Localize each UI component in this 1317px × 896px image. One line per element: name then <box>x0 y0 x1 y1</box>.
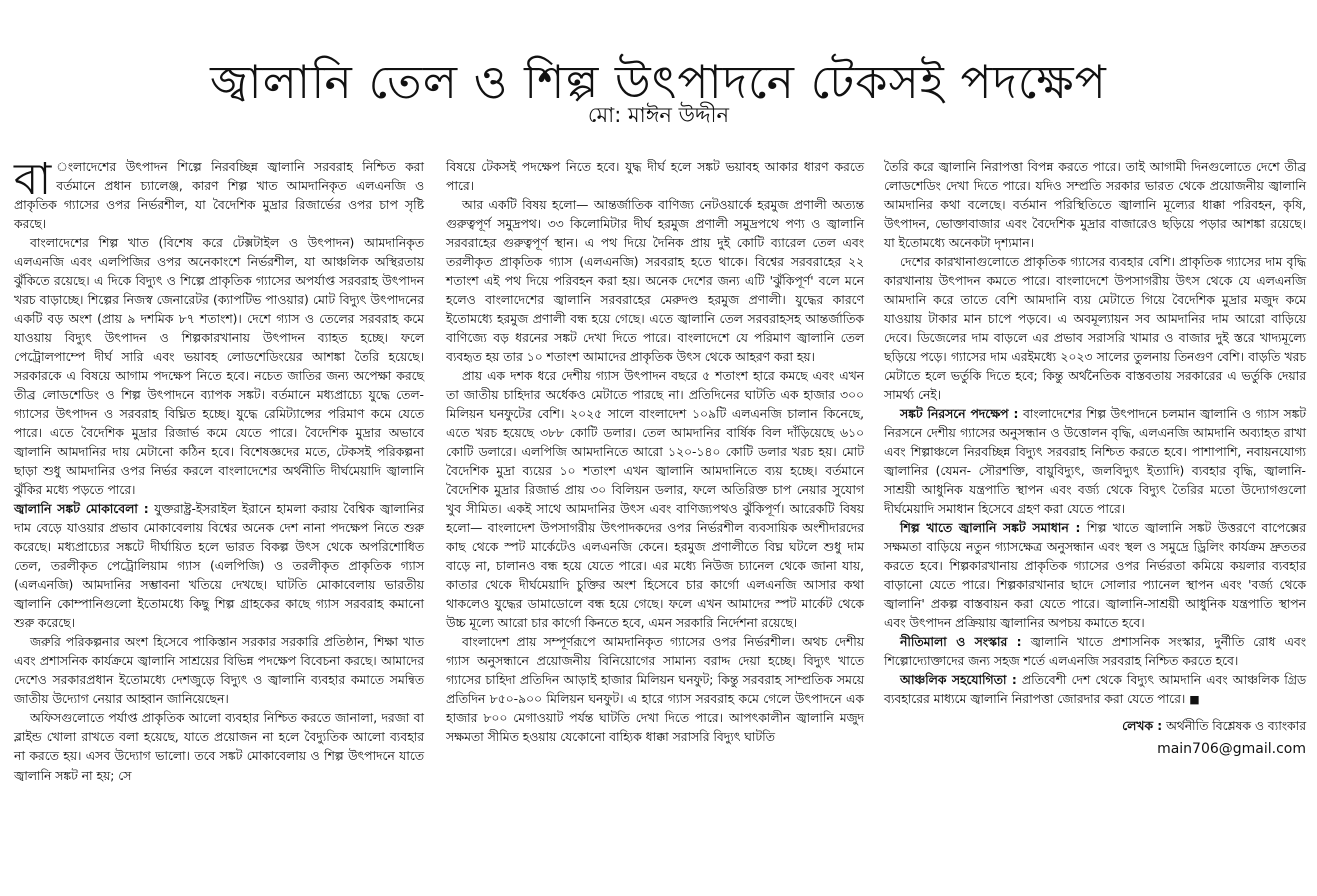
paragraph-text: ংলাদেশের উৎপাদন শিল্পে নিরবচ্ছিন্ন জ্বালানি সরবরাহ নিশ্চিত করা বর্তমানে প্রধান চ্যালেঞ্জ, কারণ শিল্প খাত আমদানিকৃত এলএনজি ও প্রাকৃতিক গ্যাসের ওপর নির্ভরশীল, যা বৈদেশিক মুদ্রার রিজার্ভের ওপর চাপ সৃষ্টি করছে। <box>14 160 424 232</box>
article-column-2 <box>446 158 864 747</box>
article-column-1 <box>14 154 424 786</box>
paragraph: বাংলাদেশ প্রায় সম্পূর্ণরূপে আমদানিকৃত গ্যাসের ওপর নির্ভরশীল। অথচ দেশীয় গ্যাস অনুসন্ধানে প্রয়োজনীয় বিনিয়োগের সামান্য বরাদ্দ দেয়া হচ্ছে। বিদ্যুৎ খাতে গ্যাসের চাহিদা প্রতিদিন আড়াই হাজার মিলিয়ন ঘনফুট; কিন্তু সরবরাহ সাম্প্রতিক সময়ে প্রতিদিন ৮৫০-৯০০ মিলিয়ন ঘনফুট। এ হারে গ্যাস সরবরাহ কমে গেলে উৎপাদনে এক হাজার ৮০০ মেগাওয়াট পর্যন্ত ঘাটতি দেখা দিতে পারে। আপৎকালীন জ্বালানি মজুদ সক্ষমতা সীমিত হওয়ায় যেকোনো বাহ্যিক ধাক্কা সরাসরি বিদ্যুৎ ঘাটতি <box>446 635 864 745</box>
paragraph-text: জ্বালানি খাতে প্রশাসনিক সংস্কার, দুর্নীতি রোধ এবং শিল্পোদ্যোক্তাদের জন্য সহজ শর্তে এলএনজি সরবরাহ নিশ্চিত করতে হবে। <box>884 635 1306 669</box>
author-byline: মো: মাঈন উদ্দীন <box>587 103 730 127</box>
paragraph-text: বাংলাদেশের শিল্প উৎপাদনে চলমান জ্বালানি ও গ্যাস সঙ্কট নিরসনে দেশীয় গ্যাসের অনুসন্ধান ও উত্তোলন বৃদ্ধি, এলএনজি আমদানি অব্যাহত রাখা এবং শিল্পাঞ্চলে নিরবচ্ছিন্ন বিদ্যুৎ সরবরাহ নিশ্চিত করতে হবে। পাশাপাশি, নবায়নযোগ্য জ্বালানির (যেমন- সৌরশক্তি, বায়ুবিদ্যুৎ, জলবিদ্যুৎ ইত্যাদি) ব্যবহার বৃদ্ধি, জ্বালানি-সাশ্রয়ী আধুনিক যন্ত্রপাতি স্থাপন এবং বর্জ্য থেকে বিদ্যুৎ তৈরির মতো উদ্যোগগুলো দীর্ঘমেয়াদি সমাধান হিসেবে গ্রহণ করা যেতে পারে। <box>884 407 1306 517</box>
paragraph: জরুরি পরিকল্পনার অংশ হিসেবে পাকিস্তান সরকার সরকারি প্রতিষ্ঠান, শিক্ষা খাত এবং প্রশাসনিক কার্যক্রমে জ্বালানি সাশ্রয়ের বিভিন্ন পদক্ষেপ বিবেচনা করছে। আমাদের দেশেও সরকারপ্রধান ইতোমধ্যে দেশজুড়ে বিদ্যুৎ ও জ্বালানি ব্যবহার কমাতে সমন্বিত জাতীয় উদ্যোগ নেয়ার আহ্বান জানিয়েছেন। <box>14 635 424 707</box>
paragraph <box>14 154 424 234</box>
paragraph-text: শিল্প খাতে জ্বালানি সঙ্কট উত্তরণে বাপেক্সের সক্ষমতা বাড়িয়ে নতুন গ্যাসক্ষেত্র অনুসন্ধান এবং স্থল ও সমুদ্রে ড্রিলিং কার্যক্রম দ্রুততর করতে হবে। শিল্পকারখানায় প্রাকৃতিক গ্যাসের ওপর নির্ভরতা কমিয়ে কয়লার ব্যবহার বাড়ানো যেতে পারে। শিল্পকারখানার ছাদে সোলার প্যানেল স্থাপন এবং 'বর্জ্য থেকে জ্বালানি' প্রকল্প বাস্তবায়ন করা যেতে পারে। জ্বালানি-সাশ্রয়ী আধুনিক যন্ত্রপাতি স্থাপন এবং উৎপাদন প্রক্রিয়ায় জ্বালানির অপচয় কমাতে হবে। <box>884 521 1306 631</box>
writer-signature <box>884 717 1306 736</box>
writer-label: লেখক : <box>1122 719 1163 734</box>
drop-cap: বা <box>14 154 52 205</box>
paragraph: অফিসগুলোতে পর্যাপ্ত প্রাকৃতিক আলো ব্যবহার নিশ্চিত করতে জানালা, দরজা বা ব্লাইন্ড খোলা রাখতে বলা হয়েছে, যাতে প্রয়োজন না হলে বৈদ্যুতিক আলো ব্যবহার না করতে হয়। এসব উদ্যোগ ভালো। তবে সঙ্কট মোকাবেলায় ও শিল্প উৎপাদনে যাতে জ্বালানি সঙ্কট না হয়; সে <box>14 711 424 783</box>
paragraph <box>884 633 1306 671</box>
paragraph <box>884 519 1306 633</box>
subheading: সঙ্কট নিরসনে পদক্ষেপ : <box>900 407 1019 422</box>
paragraph <box>884 405 1306 519</box>
paragraph-text: প্রতিবেশী দেশ থেকে বিদ্যুৎ আমদানি এবং আঞ্চলিক গ্রিড ব্যবহারের মাধ্যমে জ্বালানি নিরাপত্তা জোরদার করা যেতে পারে। <box>884 673 1307 707</box>
paragraph: আর একটি বিষয় হলো— আন্তর্জাতিক বাণিজ্য নেটওয়ার্কে হরমুজ প্রণালী অত্যন্ত গুরুত্বপূর্ণ সমুদ্রপথ। ৩৩ কিলোমিটার দীর্ঘ হরমুজ প্রণালী সমুদ্রপথে পণ্য ও জ্বালানি সরবরাহের গুরুত্বপূর্ণ স্থান। এ পথ দিয়ে দৈনিক প্রায় দুই কোটি ব্যারেল তেল এবং তরলীকৃত প্রাকৃতিক গ্যাস (এলএনজি) সরবরাহ হতে থাকে। বিশ্বের সরবরাহের ২২ শতাংশ এই পথ দিয়ে পরিবহন করা হয়। অনেক দেশের জন্য এটি 'ঝুঁকিপূর্ণ' বলে মনে হলেও বাংলাদেশের জ্বালানি সরবরাহের মেরুদণ্ড হরমুজ প্রণালী। যুদ্ধের কারণে ইতোমধ্যে হরমুজ প্রণালী বন্ধ হয়ে গেছে। এতে জ্বালানি তেল সরবরাহসহ আন্তর্জাতিক বাণিজ্যে বড় ধরনের সঙ্কট দেখা দিতে পারে। বাংলাদেশে যে পরিমাণ জ্বালানি তেল ব্যবহৃত হয় তার ১০ শতাংশ আমাদের প্রাকৃতিক উৎস থেকে আহরণ করা হয়। <box>446 198 864 365</box>
subheading: জ্বালানি সঙ্কট মোকাবেলা : <box>14 502 149 517</box>
writer-description: অর্থনীতি বিশ্লেষক ও ব্যাংকার <box>1162 719 1306 734</box>
paragraph <box>14 500 424 633</box>
subheading: শিল্প খাতে জ্বালানি সঙ্কট সমাধান : <box>900 521 1081 536</box>
paragraph: প্রায় এক দশক ধরে দেশীয় গ্যাস উৎপাদন বছরে ৫ শতাংশ হারে কমছে এবং এখন তা জাতীয় চাহিদার অর্ধেকও মেটাতে পারছে না। প্রতিদিনের ঘাটতি এক হাজার ৩০০ মিলিয়ন ঘনফুটের বেশি। ২০২৫ সালে বাংলাদেশ ১০৯টি এলএনজি চালান কিনেছে, এতে খরচ হয়েছে ৩৮৮ কোটি ডলার। তেল আমদানির বার্ষিক বিল দাঁড়িয়েছে ৬১০ কোটি ডলারে। এলপিজি আমদানিতে আরো ১২০-১৪০ কোটি ডলার খরচ হয়। মোট বৈদেশিক মুদ্রা ব্যয়ের ১০ শতাংশ এখন জ্বালানি আমদানিতে ব্যয় হচ্ছে। বর্তমানে বৈদেশিক মুদ্রার রিজার্ভ প্রায় ৩০ বিলিয়ন ডলার, ফলে অতিরিক্ত চাপ নেয়ার সুযোগ খুব সীমিত। একই সাথে আমদানির উৎস এবং বাণিজ্যপথও ঝুঁকিপূর্ণ। আরেকটি বিষয় হলো— বাংলাদেশ উপসাগরীয় উৎপাদকদের ওপর নির্ভরশীল ব্যবসায়িক অংশীদারদের কাছ থেকে স্পট মার্কেটেও এলএনজি কেনে। হরমুজ প্রণালীতে বিঘ্ন ঘটলে শুধু দাম বাড়ে না, চালানও বন্ধ হয়ে যেতে পারে। এর মধ্যে নিউজ চ্যানেল থেকে জানা যায়, কাতার থেকে দীর্ঘমেয়াদি চুক্তির অংশ হিসেবে চার কার্গো এলএনজি আসার কথা থাকলেও যুদ্ধের ডামাডোলে বন্ধ হয়ে গেছে। ফলে এখন আমাদের স্পট মার্কেট থেকে উচ্চ মূল্যে আরো চার কার্গো কিনতে হবে, এমন সরকারি নির্দেশনা রয়েছে। <box>446 369 864 631</box>
paragraph-text: যুক্তরাষ্ট্র-ইসরাইল ইরানে হামলা করায় বৈশ্বিক জ্বালানির দাম বেড়ে যাওয়ার প্রভাব মোকাবেলায় বিশ্বের অনেক দেশ নানা পদক্ষেপ নিতে শুরু করেছে। মধ্যপ্রাচ্যের সঙ্কটে দীর্ঘায়িত হলে ভারত বিকল্প উৎস থেকে অপরিশোধিত তেল, তরলীকৃত পেট্রোলিয়াম গ্যাস (এলপিজি) ও তরলীকৃত প্রাকৃতিক গ্যাস (এলএনজি) আমদানির সম্ভাবনা খতিয়ে দেখছে। ঘাটতি মোকাবেলায় ভারতীয় জ্বালানি কোম্পানিগুলো ইতোমধ্যে কিছু শিল্প গ্রাহকের কাছে গ্যাস সরবরাহ কমানো শুরু করেছে। <box>14 502 424 631</box>
paragraph: বাংলাদেশের শিল্প খাত (বিশেষ করে টেক্সটাইল ও উৎপাদন) আমদানিকৃত এলএনজি এবং এলপিজির ওপর অনেকাংশে নির্ভরশীল, যা আঞ্চলিক অস্থিরতায় ঝুঁকিতে রয়েছে। এ দিকে বিদ্যুৎ ও শিল্পে প্রাকৃতিক গ্যাসের অপর্যাপ্ত সরবরাহ উৎপাদন খরচ বাড়াচ্ছে। শিল্পের নিজস্ব জেনারেটর (ক্যাপটিভ পাওয়ার) মোট বিদ্যুৎ উৎপাদনের একটি বড় অংশ (প্রায় ৯ দশমিক ৮৭ শতাংশ)। দেশে গ্যাস ও তেলের সরবরাহ কমে যাওয়ায় বিদ্যুৎ উৎপাদন ও শিল্পকারখানায় উৎপাদন ব্যাহত হচ্ছে। ফলে পেট্রোলপাম্পে দীর্ঘ সারি এবং ভয়াবহ লোডশেডিংয়ের আশঙ্কা তৈরি হয়েছে। সরকারকে এ বিষয়ে আগাম পদক্ষেপ নিতে হবে। নচেত জাতির জন্য অপেক্ষা করছে তীব্র লোডশেডিং ও শিল্প উৎপাদনে ব্যাপক সঙ্কট। বর্তমানে মধ্যপ্রাচ্যে যুদ্ধে তেল-গ্যাসের উৎপাদন ও সরবরাহ বিঘ্নিত হচ্ছে। যুদ্ধে রেমিট্যান্সের পরিমাণ কমে যেতে পারে। এতে বৈদেশিক মুদ্রার রিজার্ভ কমে যেতে পারে। বৈদেশিক মুদ্রার অভাবে জ্বালানি আমদানির দায় মেটানো কঠিন হবে। বিশেষজ্ঞদের মতে, টেকসই পরিকল্পনা ছাড়া শুধু আমদানির ওপর নির্ভর করলে বাংলাদেশের অর্থনীতি দীর্ঘমেয়াদি জ্বালানি ঝুঁকির মধ্যে পড়তে পারে। <box>14 236 424 498</box>
article-headline: জ্বালানি তেল ও শিল্প উৎপাদনে টেকসই পদক্ষেপ <box>210 54 1107 109</box>
paragraph: বিষয়ে টেকসই পদক্ষেপ নিতে হবে। যুদ্ধ দীর্ঘ হলে সঙ্কট ভয়াবহ আকার ধারণ করতে পারে। <box>446 160 864 194</box>
subheading: নীতিমালা ও সংস্কার : <box>900 635 1022 650</box>
writer-email: main706@gmail.com <box>1157 741 1306 758</box>
paragraph <box>884 671 1306 709</box>
paragraph: তৈরি করে জ্বালানি নিরাপত্তা বিপন্ন করতে পারে। তাই আগামী দিনগুলোতে দেশে তীব্র লোডশেডিং দেখা দিতে পারে। যদিও সম্প্রতি সরকার ভারত থেকে প্রয়োজনীয় জ্বালানি আমদানির কথা বলেছে। বর্তমান পরিস্থিতিতে জ্বালানি মূল্যের ধাক্কা পরিবহন, কৃষি, উৎপাদন, ভোক্তাবাজার এবং বৈদেশিক মুদ্রার বাজারেও ছড়িয়ে পড়ার আশঙ্কা রয়েছে। যা ইতোমধ্যে অনেকটা দৃশ্যমান। <box>884 160 1306 251</box>
article-column-3 <box>884 158 1306 759</box>
end-mark-icon: ■ <box>1189 693 1200 707</box>
subheading: আঞ্চলিক সহযোগিতা : <box>900 673 1017 688</box>
paragraph: দেশের কারখানাগুলোতে প্রাকৃতিক গ্যাসের ব্যবহার বেশি। প্রাকৃতিক গ্যাসের দাম বৃদ্ধি কারখানায় উৎপাদন কমতে পারে। বাংলাদেশে উপসাগরীয় উৎস থেকে যে এলএনজি আমদানি করে তাতে বেশি আমদানি ব্যয় মেটাতে গিয়ে বৈদেশিক মুদ্রার মজুদ কমে যাওয়ায় টাকার মান চাপে পড়বে। এ অবমূল্যায়ন সব আমদানির দাম আরো বাড়িয়ে দেবে। ডিজেলের দাম বাড়লে এর প্রভাব সরাসরি খামার ও বাজার দুই স্তরে খাদ্যমূল্যে ছড়িয়ে পড়ে। গ্যাসের দাম এরইমধ্যে ২০২৩ সালের তুলনায় তিনগুণ বেশি। বাড়তি খরচ মেটাতে হলে ভর্তুকি দিতে হবে; কিন্তু অর্থনৈতিক বাস্তবতায় সরকারের এ ভর্তুকি দেয়ার সামর্থ্য নেই। <box>884 255 1306 403</box>
